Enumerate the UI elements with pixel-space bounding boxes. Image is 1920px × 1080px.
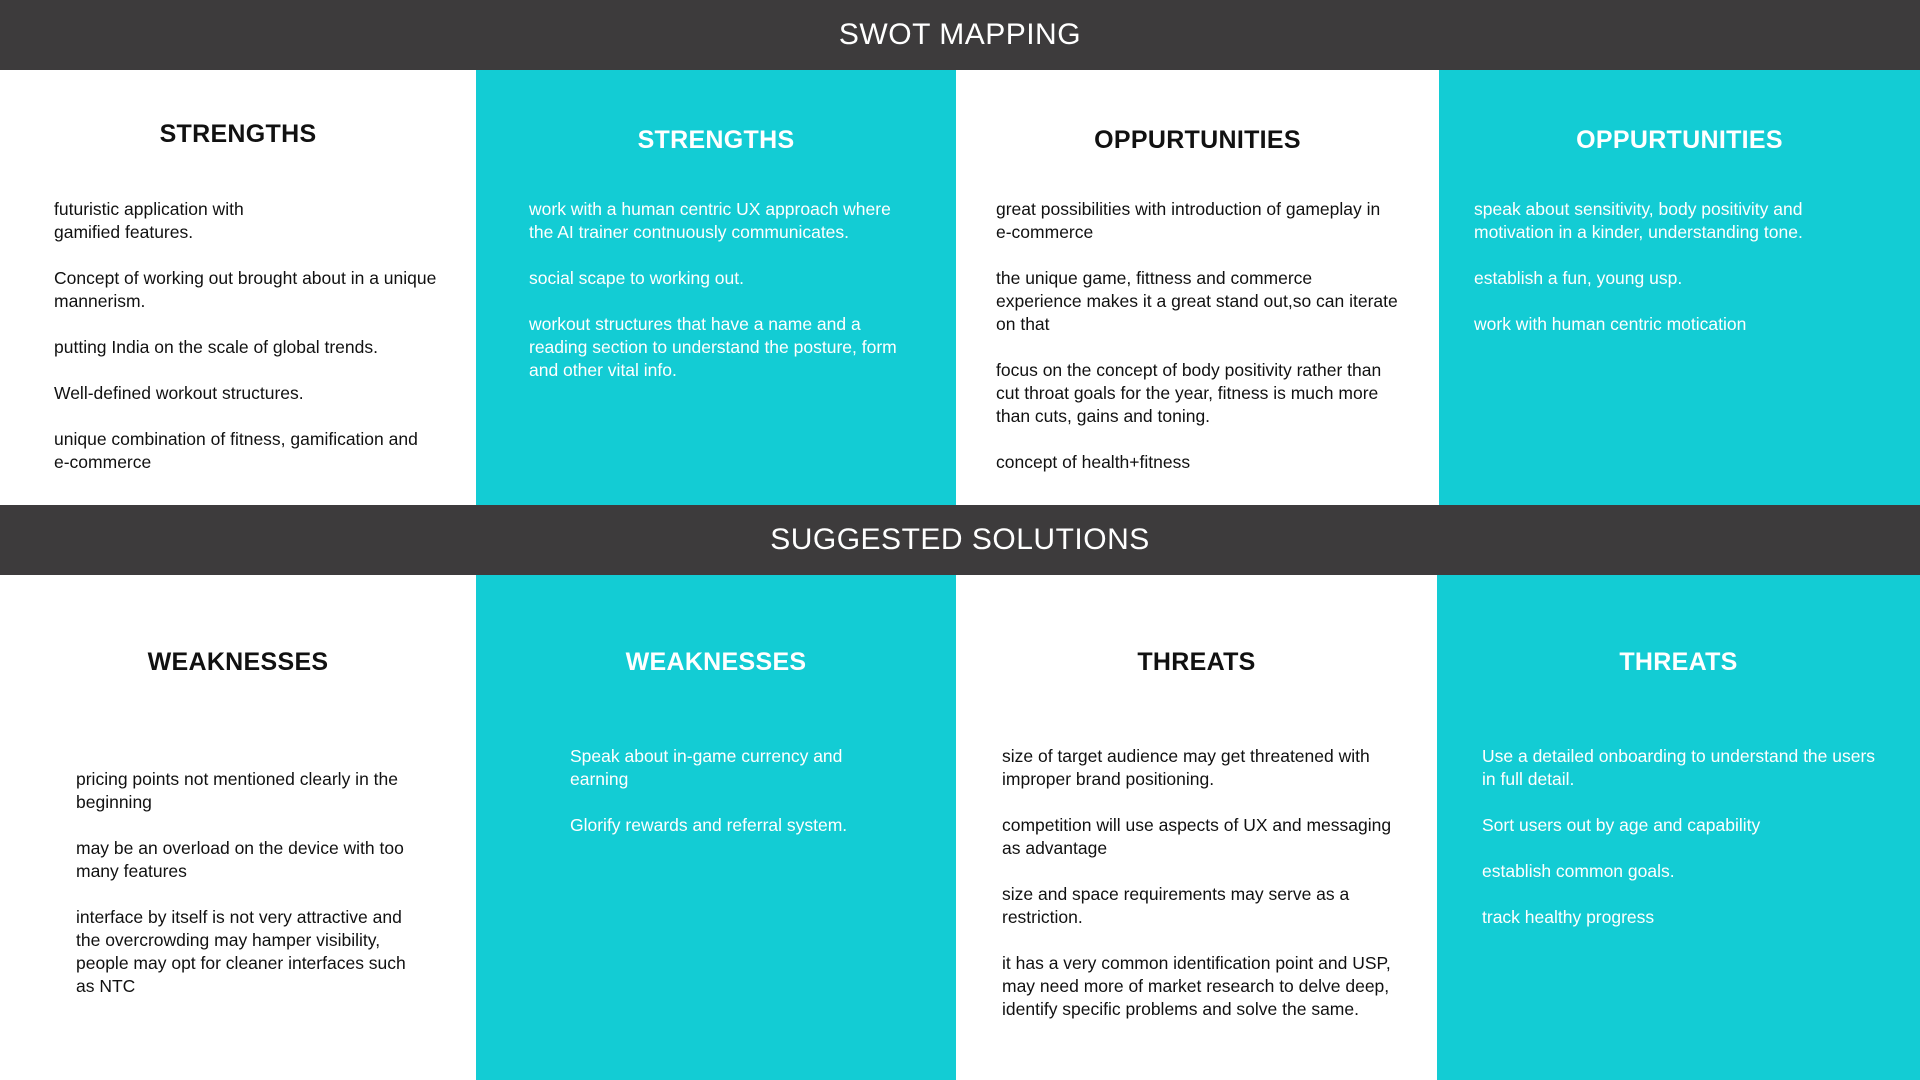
cell-heading: WEAKNESSES — [147, 648, 329, 676]
cell-list — [529, 198, 939, 405]
bottom-threats-solutions-cell — [1437, 575, 1920, 1080]
list-item: competition will use aspects of UX and messaging as advantage — [1002, 815, 1392, 858]
list-item: interface by itself is not very attractive and the overcrowding may hamper visibility, people may opt for cleaner interfaces such as NTC — [76, 907, 406, 996]
list-item: focus on the concept of body positivity rather than cut throat goals for the year, fitness is much more than cuts, gains and toning. — [996, 360, 1382, 426]
cell-heading: OPPURTUNITIES — [1576, 126, 1783, 154]
list-item: Sort users out by age and capability — [1482, 815, 1761, 835]
section-title: SUGGESTED SOLUTIONS — [770, 523, 1150, 556]
list-item: work with a human centric UX approach where the AI trainer contnuously communicates. — [529, 199, 891, 242]
cell-list — [1474, 198, 1894, 359]
cell-heading: WEAKNESSES — [625, 648, 807, 676]
cell-heading: THREATS — [1619, 648, 1738, 676]
list-item: concept of health+fitness — [996, 452, 1191, 472]
list-item: Glorify rewards and referral system. — [570, 815, 848, 835]
list-item: establish a fun, young usp. — [1474, 268, 1683, 288]
list-item: futuristic application with gamified features. — [54, 199, 244, 242]
list-item: Use a detailed onboarding to understand the users in full detail. — [1482, 746, 1876, 789]
top-strengths-solutions-cell — [476, 70, 956, 505]
suggested-solutions-banner — [0, 505, 1920, 575]
list-item: track healthy progress — [1482, 907, 1655, 927]
cell-list — [76, 768, 456, 1021]
bottom-threats-cell — [956, 575, 1437, 1080]
list-item: the unique game, fittness and commerce experience makes it a great stand out,so can iterate on that — [996, 268, 1398, 334]
cell-list — [1002, 745, 1422, 1044]
list-item: workout structures that have a name and a reading section to understand the posture, form and other vital info. — [529, 314, 897, 380]
list-item: pricing points not mentioned clearly in the beginning — [76, 769, 398, 812]
list-item: Speak about in-game currency and earning — [570, 746, 843, 789]
list-item: may be an overload on the device with too many features — [76, 838, 404, 881]
bottom-weaknesses-cell — [0, 575, 476, 1080]
list-item: speak about sensitivity, body positivity and motivation in a kinder, understanding tone. — [1474, 199, 1803, 242]
list-item: unique combination of fitness, gamification and e-commerce — [54, 429, 418, 472]
cell-heading: THREATS — [1137, 648, 1256, 676]
top-opportunities-cell — [956, 70, 1439, 505]
list-item: size and space requirements may serve as a restriction. — [1002, 884, 1350, 927]
list-item: putting India on the scale of global trends. — [54, 337, 378, 357]
cell-list — [996, 198, 1426, 497]
swot-mapping-banner — [0, 0, 1920, 70]
list-item: great possibilities with introduction of gameplay in e-commerce — [996, 199, 1381, 242]
cell-list — [54, 198, 454, 497]
list-item: work with human centric motication — [1474, 314, 1747, 334]
cell-heading: STRENGTHS — [637, 126, 795, 154]
top-opportunities-solutions-cell — [1439, 70, 1920, 505]
page-title: SWOT MAPPING — [838, 18, 1082, 51]
list-item: social scape to working out. — [529, 268, 744, 288]
list-item: Concept of working out brought about in a unique mannerism. — [54, 268, 437, 311]
cell-list — [570, 745, 940, 860]
list-item: it has a very common identification point and USP, may need more of market research to delve deep, identify specific problems and solve the same. — [1002, 953, 1391, 1019]
top-strengths-cell — [0, 70, 476, 505]
bottom-weaknesses-solutions-cell — [476, 575, 956, 1080]
list-item: establish common goals. — [1482, 861, 1675, 881]
list-item: size of target audience may get threatened with improper brand positioning. — [1002, 746, 1370, 789]
cell-heading: STRENGTHS — [159, 120, 317, 148]
list-item: Well-defined workout structures. — [54, 383, 304, 403]
cell-heading: OPPURTUNITIES — [1094, 126, 1301, 154]
cell-list — [1482, 745, 1912, 952]
